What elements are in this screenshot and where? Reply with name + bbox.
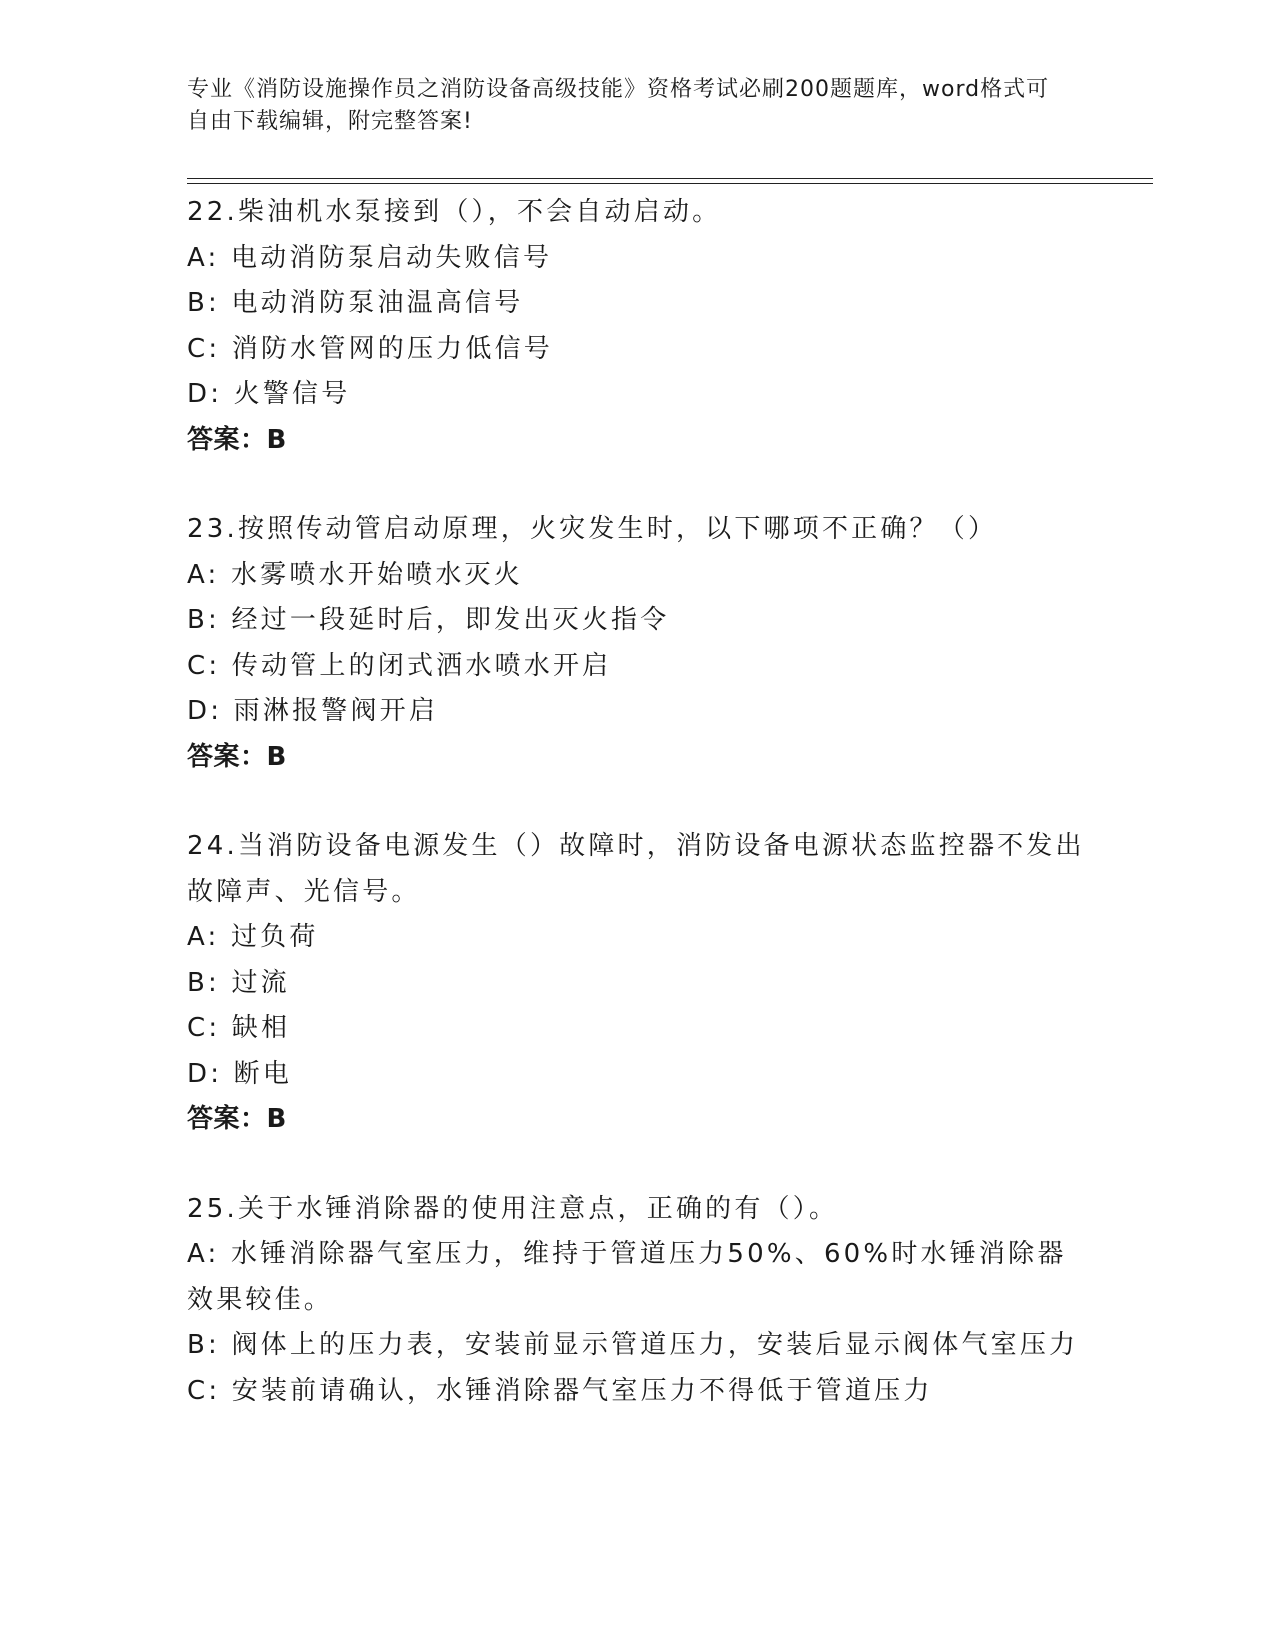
question-stem: 24.当消防设备电源发生（）故障时，消防设备电源状态监控器不发出故障声、光信号。 [187, 831, 1085, 907]
option-c: C: 缺相 [187, 1013, 291, 1043]
option-d: D: 火警信号 [187, 379, 351, 409]
option-d: D: 断电 [187, 1058, 293, 1089]
answer-line: 答案：B [187, 1104, 287, 1134]
question-stem: 23.按照传动管启动原理，火灾发生时，以下哪项不正确？（） [187, 514, 998, 544]
question-25 [187, 1187, 1087, 1415]
option-b: B: 过流 [187, 967, 290, 998]
header-divider-bottom [187, 183, 1153, 184]
question-22 [187, 190, 1087, 463]
question-stem: 22.柴油机水泵接到（），不会自动启动。 [187, 197, 722, 227]
question-24 [187, 824, 1087, 1143]
option-a: A: 水锤消除器气室压力，维持于管道压力50%、60%时水锤消除器效果较佳。 [187, 1239, 1067, 1315]
answer-line: 答案：B [187, 741, 287, 772]
answer-line: 答案：B [187, 424, 287, 455]
option-a: A: 电动消防泵启动失败信号 [187, 242, 553, 273]
option-b: B: 经过一段延时后，即发出灭火指令 [187, 605, 670, 635]
option-b: B: 电动消防泵油温高信号 [187, 288, 524, 318]
option-b: B: 阀体上的压力表，安装前显示管道压力，安装后显示阀体气室压力 [187, 1330, 1079, 1360]
option-a: A: 水雾喷水开始喷水灭火 [187, 559, 523, 590]
option-a: A: 过负荷 [187, 922, 319, 952]
document-header: 专业《消防设施操作员之消防设备高级技能》资格考试必刷200题题库，word格式可自由下载编辑，附完整答案! [187, 77, 1050, 134]
option-c: C: 安装前请确认，水锤消除器气室压力不得低于管道压力 [187, 1375, 933, 1406]
option-c: C: 传动管上的闭式洒水喷水开启 [187, 650, 612, 681]
question-list [187, 190, 1087, 1458]
option-d: D: 雨淋报警阀开启 [187, 696, 439, 726]
question-stem: 25.关于水锤消除器的使用注意点，正确的有（）。 [187, 1193, 839, 1224]
question-23 [187, 507, 1087, 780]
header-divider-top [187, 178, 1153, 179]
option-c: C: 消防水管网的压力低信号 [187, 333, 553, 364]
